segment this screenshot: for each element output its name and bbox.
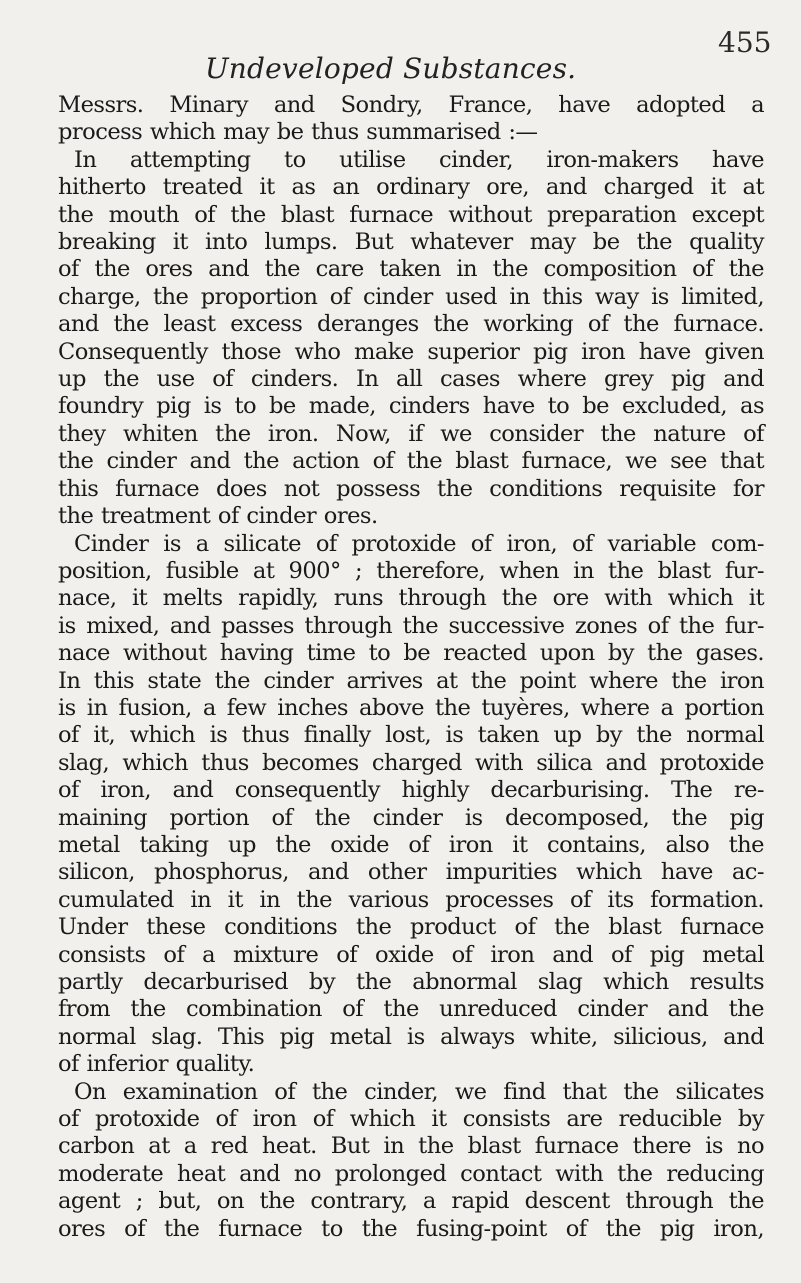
text-line: carbon at a red heat. But in the blast furnace there is no xyxy=(58,1133,764,1160)
body-text xyxy=(58,92,764,1243)
text-line: In this state the cinder arrives at the point where the iron xyxy=(58,667,764,694)
text-line: the mouth of the blast furnace without preparation except xyxy=(58,201,764,228)
text-line: is in fusion, a few inches above the tuyères, where a portion xyxy=(58,694,764,721)
text-line: breaking it into lumps. But whatever may be the quality xyxy=(58,229,764,256)
text-line: metal taking up the oxide of iron it contains, also the xyxy=(58,831,764,858)
text-line: normal slag. This pig metal is always white, silicious, and xyxy=(58,1023,764,1050)
text-line: charge, the proportion of cinder used in this way is limited, xyxy=(58,283,764,310)
text-line: of inferior quality. xyxy=(58,1051,255,1078)
text-line: Consequently those who make superior pig iron have given xyxy=(58,338,764,365)
text-line: partly decarburised by the abnormal slag which results xyxy=(58,969,764,995)
text-line: In attempting to utilise cinder, iron-makers have xyxy=(74,146,764,173)
text-line: Cinder is a silicate of protoxide of iron, of variable com- xyxy=(74,530,764,557)
text-line: position, fusible at 900° ; therefore, when in the blast fur- xyxy=(58,557,764,584)
text-line: of iron, and consequently highly decarburising. The re- xyxy=(58,777,764,804)
text-line: ores of the furnace to the fusing-point of the pig iron, xyxy=(58,1215,764,1242)
text-line: nace, it melts rapidly, runs through the ore with which it xyxy=(58,585,764,612)
text-line: process which may be thus summarised :— xyxy=(58,119,538,146)
text-line: foundry pig is to be made, cinders have to be excluded, as xyxy=(58,393,764,420)
text-line: consists of a mixture of oxide of iron and of pig metal xyxy=(58,941,764,968)
running-title: Undeveloped Substances. xyxy=(205,52,577,85)
page-number: 455 xyxy=(718,26,772,59)
text-line: nace without having time to be reacted upon by the gases. xyxy=(58,640,764,667)
text-line: agent ; but, on the contrary, a rapid descent through the xyxy=(58,1188,764,1215)
text-line: cumulated in it in the various processes of its formation. xyxy=(58,886,764,913)
text-line: is mixed, and passes through the successive zones of the fur- xyxy=(58,612,764,639)
text-line: Under these conditions the product of the blast furnace xyxy=(58,914,764,941)
text-line: Messrs. Minary and Sondry, France, have adopted a xyxy=(58,92,764,118)
text-line: moderate heat and no prolonged contact with the reducing xyxy=(58,1160,764,1187)
text-line: On examination of the cinder, we find that the silicates xyxy=(74,1078,764,1105)
running-head xyxy=(0,26,801,85)
text-line: up the use of cinders. In all cases where grey pig and xyxy=(58,366,764,393)
text-line: slag, which thus becomes charged with silica and protoxide xyxy=(58,749,764,776)
text-line: of protoxide of iron of which it consists are reducible by xyxy=(58,1106,764,1133)
text-line: this furnace does not possess the conditions requisite for xyxy=(58,475,764,502)
text-line: hitherto treated it as an ordinary ore, and charged it at xyxy=(58,174,764,201)
text-line: silicon, phosphorus, and other impurities which have ac- xyxy=(58,859,764,886)
text-line: of it, which is thus finally lost, is taken up by the normal xyxy=(58,722,764,749)
text-line: they whiten the iron. Now, if we consider the nature of xyxy=(58,420,764,447)
text-line: and the least excess deranges the working of the furnace. xyxy=(58,311,764,338)
text-line: maining portion of the cinder is decomposed, the pig xyxy=(58,804,764,831)
text-line: the treatment of cinder ores. xyxy=(58,503,378,530)
text-line: the cinder and the action of the blast furnace, we see that xyxy=(58,448,764,475)
text-line: from the combination of the unreduced cinder and the xyxy=(58,996,764,1023)
text-line: of the ores and the care taken in the composition of the xyxy=(58,256,764,283)
